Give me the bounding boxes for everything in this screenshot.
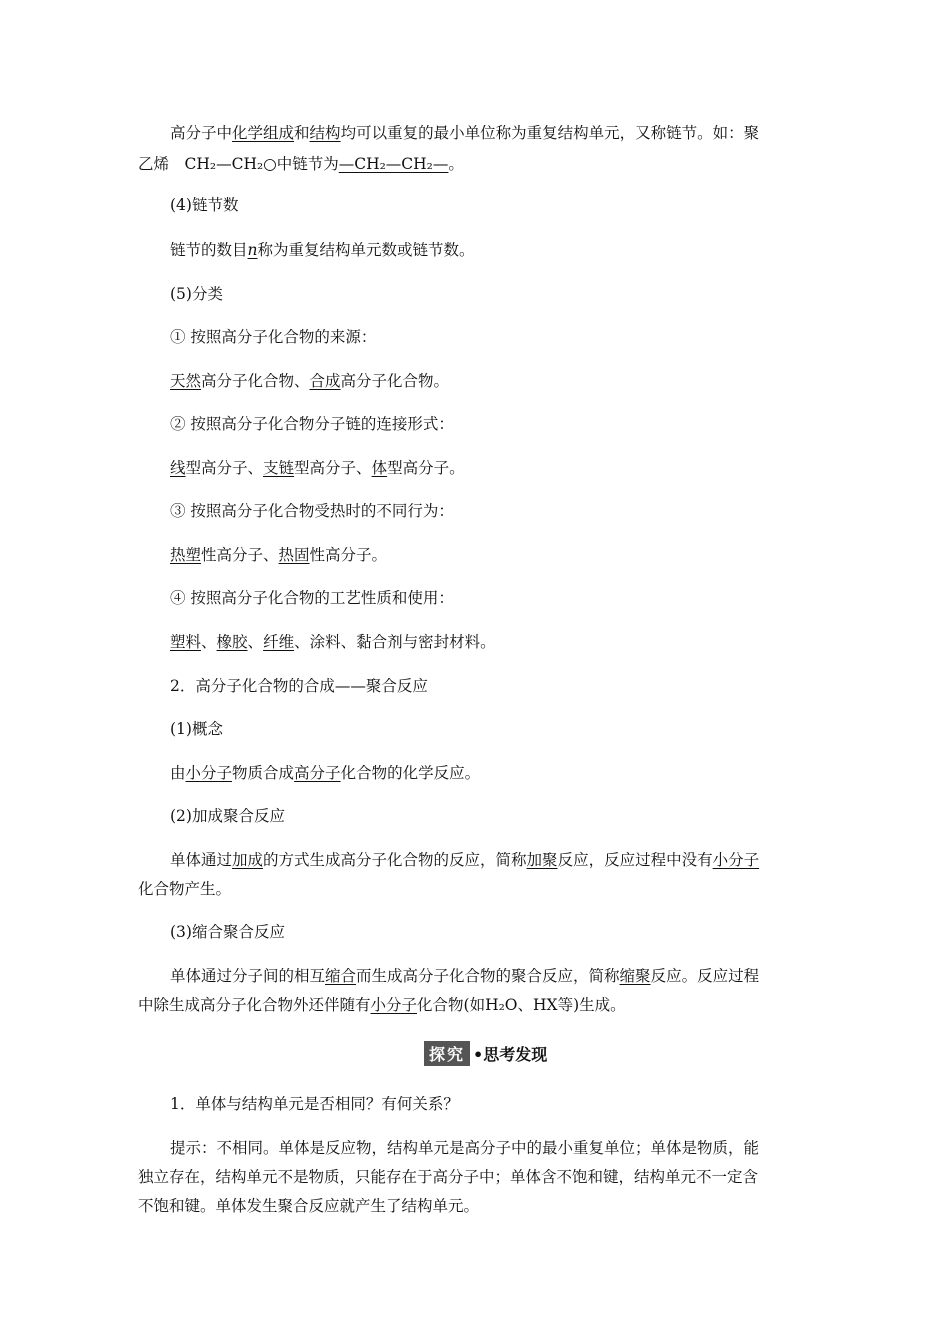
text: 单体通过分子间的相互 bbox=[170, 967, 326, 985]
text: 化合物产生。 bbox=[138, 880, 232, 898]
text: 。 bbox=[448, 155, 464, 173]
classification-2: ② 按照高分子化合物分子链的连接形式： bbox=[170, 415, 454, 433]
answer-line: 提示：不相同。单体是反应物，结构单元是高分子中的最小重复单位；单体是物质，能 bbox=[170, 1139, 760, 1157]
text: 物质合成 bbox=[232, 764, 295, 782]
classification-4: ④ 按照高分子化合物的工艺性质和使用： bbox=[170, 589, 454, 607]
answer-blank: 热塑 bbox=[170, 546, 202, 564]
heading-2: (2)加成聚合反应 bbox=[170, 807, 285, 825]
answer-blank: 加成 bbox=[232, 851, 264, 869]
text: 单体通过 bbox=[170, 851, 233, 869]
answer-blank: 热固 bbox=[278, 546, 310, 564]
text: 高分子化合物、 bbox=[201, 372, 310, 390]
text: 高分子中 bbox=[170, 124, 233, 142]
text: 性高分子。 bbox=[309, 546, 388, 564]
answer-blank: 体 bbox=[371, 459, 388, 477]
text: 称为重复结构单元数或链节数。 bbox=[257, 241, 475, 259]
text: 的方式生成高分子化合物的反应，简称 bbox=[263, 851, 527, 869]
text: 由 bbox=[170, 764, 186, 782]
text: 、涂料、黏合剂与密封材料。 bbox=[294, 633, 496, 651]
classification-1: ① 按照高分子化合物的来源： bbox=[170, 328, 377, 346]
text: 型高分子。 bbox=[387, 459, 465, 477]
text: 链节的数目 bbox=[170, 241, 248, 259]
answer-blank: 缩聚 bbox=[619, 967, 651, 985]
answer-blank: 天然 bbox=[170, 372, 202, 390]
text: 反应。反应过程 bbox=[650, 967, 760, 985]
classification-1-answer bbox=[170, 370, 850, 392]
classification-3: ③ 按照高分子化合物受热时的不同行为： bbox=[170, 502, 454, 520]
text: 型高分子、 bbox=[185, 459, 264, 477]
answer-blank: 小分子 bbox=[370, 996, 418, 1014]
section-badge bbox=[424, 1041, 547, 1066]
classification-4-answer bbox=[170, 631, 850, 653]
question-1: 1．单体与结构单元是否相同？有何关系？ bbox=[170, 1095, 459, 1113]
text: 、 bbox=[201, 633, 217, 651]
answer-blank: 橡胶 bbox=[216, 633, 248, 651]
text: 均可以重复的最小单位称为重复结构单元，又称链节。如：聚 bbox=[340, 124, 760, 142]
text: 性高分子、 bbox=[201, 546, 279, 564]
text: 乙烯 CH₂—CH₂○中链节为 bbox=[138, 155, 339, 173]
text: 反应，反应过程中没有 bbox=[557, 851, 713, 869]
heading-1: (1)概念 bbox=[170, 720, 223, 738]
answer-blank: 结构 bbox=[309, 124, 341, 142]
text: 型高分子、 bbox=[294, 459, 372, 477]
text: 、 bbox=[247, 633, 264, 651]
paragraph-chain-number bbox=[170, 239, 850, 261]
paragraph-concept bbox=[170, 762, 850, 784]
text: 和 bbox=[294, 124, 310, 142]
answer-blank: n bbox=[247, 241, 258, 259]
heading-4: (4)链节数 bbox=[170, 196, 239, 214]
badge-text: •思考发现 bbox=[473, 1045, 548, 1064]
answer-blank: 高分子 bbox=[294, 764, 341, 782]
text: 化合物(如H₂O、HX等)生成。 bbox=[417, 996, 626, 1014]
text: 中除生成高分子化合物外还伴随有 bbox=[138, 996, 371, 1014]
answer-blank: 化学组成 bbox=[232, 124, 295, 142]
text: 而生成高分子化合物的聚合反应，简称 bbox=[356, 967, 620, 985]
section-2-title: 2．高分子化合物的合成——聚合反应 bbox=[170, 677, 428, 695]
answer-blank: 合成 bbox=[309, 372, 341, 390]
answer-blank: 支链 bbox=[263, 459, 295, 477]
classification-3-answer bbox=[170, 544, 850, 566]
answer-blank: 塑料 bbox=[170, 633, 202, 651]
text: 高分子化合物。 bbox=[340, 372, 450, 390]
answer-blank: 小分子 bbox=[185, 764, 233, 782]
answer-blank: 加聚 bbox=[526, 851, 558, 869]
classification-2-answer bbox=[170, 457, 850, 479]
badge-box: 探究 bbox=[424, 1041, 470, 1066]
answer-line: 独立存在，结构单元不是物质，只能存在于高分子中；单体含不饱和键，结构单元不一定含 bbox=[138, 1168, 759, 1186]
heading-3: (3)缩合聚合反应 bbox=[170, 923, 285, 941]
answer-blank: 线 bbox=[170, 459, 186, 477]
text: 化合物的化学反应。 bbox=[340, 764, 481, 782]
answer-line: 不饱和键。单体发生聚合反应就产生了结构单元。 bbox=[138, 1197, 480, 1215]
answer-blank: 纤维 bbox=[263, 633, 295, 651]
heading-5: (5)分类 bbox=[170, 285, 223, 303]
answer-blank: —CH₂—CH₂— bbox=[338, 155, 449, 173]
answer-blank: 缩合 bbox=[325, 967, 357, 985]
answer-blank: 小分子 bbox=[712, 851, 760, 869]
